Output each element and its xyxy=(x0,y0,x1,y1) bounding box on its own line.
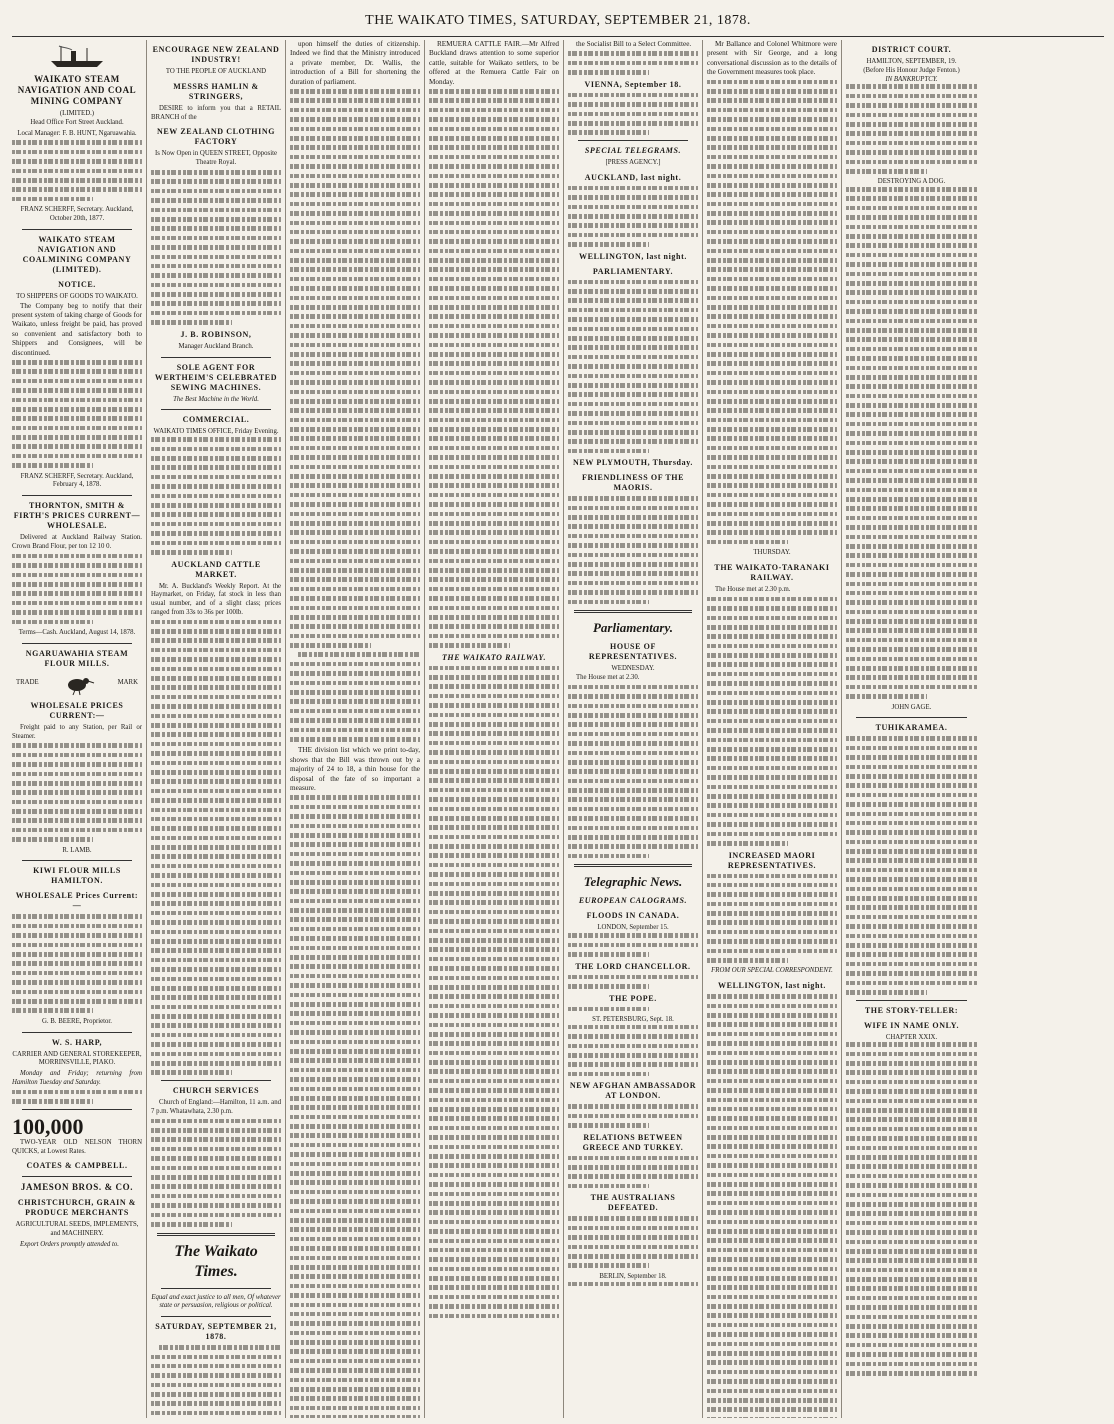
ad-robinson-role: Manager Auckland Branch. xyxy=(178,342,254,350)
ad-steam-nav-sign: FRANZ SCHERFF, Secretary. Auckland, October 20th, 1877. xyxy=(20,206,134,222)
petersburg-dateline: ST. PETERSBURG, Sept. 18. xyxy=(592,1015,674,1023)
tuhikaramea-heading: TUHIKARAMEA. xyxy=(875,723,948,733)
church-heading: CHURCH SERVICES xyxy=(172,1086,260,1096)
commercial-heading: COMMERCIAL. xyxy=(182,415,250,425)
column-7 xyxy=(846,40,981,1418)
trade-label: TRADE xyxy=(16,679,39,687)
ad-coalmining-sub: TO SHIPPERS OF GOODS TO WAIKATO. xyxy=(16,292,138,300)
ad-steam-nav-office: Head Office Fort Street Auckland. xyxy=(30,118,124,126)
ad-flourmills-body: Freight paid to any Station, per Rail or Steamer. xyxy=(12,723,142,740)
ad-flourmills-sub: WHOLESALE PRICES CURRENT:— xyxy=(30,700,124,720)
ad-factory-addr: Is Now Open in QUEEN STREET, Opposite Theatre Royal. xyxy=(154,150,277,167)
maori-rep-heading: INCREASED MAORI REPRESENTATIVES. xyxy=(727,850,817,870)
ad-jameson-body: AGRICULTURAL SEEDS, IMPLEMENTS, and MACHINERY. xyxy=(15,1221,139,1238)
ad-flourmills-sign: R. LAMB. xyxy=(62,846,92,854)
cattle-market-body: Mr. A. Buckland's Weekly Report. At the Haymarket, on Friday, fat stock in less than usual number, and of a slight class; prices ranged from 33s to 36s per 100lb. xyxy=(151,582,281,616)
railway-heading: THE WAIKATO RAILWAY. xyxy=(441,652,547,662)
ad-coalmining-body: The Company beg to notify that their present system of taking charge of Goods for Waikato, unless freight be paid, has proved so convenient and satisfactory both to Shippers and Consignees, will be discontinued. xyxy=(12,301,142,357)
ad-thorn-title: TWO-YEAR OLD NELSON THORN QUICKS, at Lowest Rates. xyxy=(12,1138,142,1155)
vienna-dateline: VIENNA, September 18. xyxy=(584,79,682,89)
new-plymouth-dateline: NEW PLYMOUTH, Thursday. xyxy=(573,458,693,468)
wednesday-label: WEDNESDAY. xyxy=(611,665,655,673)
ad-harp-body: CARRIER AND GENERAL STOREKEEPER, MORRINSVILLE, PIAKO. xyxy=(12,1050,142,1067)
pope-heading: THE POPE. xyxy=(609,993,657,1003)
ad-factory-title: NEW ZEALAND CLOTHING FACTORY xyxy=(156,127,276,147)
ad-encourage-sub: TO THE PEOPLE OF AUCKLAND xyxy=(165,68,267,75)
wellington-dateline: WELLINGTON, last night. xyxy=(579,251,687,261)
dog-case-heading: DESTROYING A DOG. xyxy=(877,178,946,186)
story-title: WIFE IN NAME ONLY. xyxy=(863,1020,960,1030)
commercial-sub: WAIKATO TIMES OFFICE, Friday Evening. xyxy=(153,428,279,436)
ad-kiwi-title: KIWI FLOUR MILLS HAMILTON. xyxy=(33,866,121,886)
friendliness-heading: FRIENDLINESS OF THE MAORIS. xyxy=(581,473,685,493)
ad-thornton-sign: Terms—Cash. Auckland, August 14, 1878. xyxy=(18,628,136,636)
ad-harp-title: W. S. HARP, xyxy=(51,1037,103,1047)
telegraphic-news-title: Telegraphic News. xyxy=(583,874,683,890)
bird-trademark-icon xyxy=(61,672,95,696)
house-met-thursday: The House met at 2.30 p.m. xyxy=(715,585,791,593)
ad-steam-nav-title: WAIKATO STEAM NAVIGATION AND COAL MINING COMPANY xyxy=(17,74,137,106)
ad-jameson-sub: CHRISTCHURCH, GRAIN & PRODUCE MERCHANTS xyxy=(17,1198,137,1218)
editorial-body-start: upon himself the duties of citizenship. Indeed we find that the Ministry introduced a private member, Dr. Wallis, the introduction of a Bill for shortening the duration of parliament. xyxy=(290,40,420,86)
column-5 xyxy=(568,40,703,1418)
mark-label: MARK xyxy=(117,679,138,687)
special-telegrams-heading: SPECIAL TELEGRAMS. xyxy=(584,145,682,155)
house-heading: HOUSE OF REPRESENTATIVES. xyxy=(588,642,678,662)
column-3 xyxy=(290,40,425,1418)
bankruptcy-label: IN BANKRUPTCY. xyxy=(885,75,938,83)
chapter-label: CHAPTER XXIX. xyxy=(885,1033,938,1041)
church-body: Church of England:—Hamilton, 11 a.m. and 7 p.m. Whatawhata, 2.30 p.m. xyxy=(151,1099,281,1115)
european-calograms-heading: EUROPEAN CALOGRAMS. xyxy=(578,896,688,906)
ad-thornton-body: Delivered at Auckland Railway Station. Crown Brand Flour, per ton 12 10 0. xyxy=(12,534,142,551)
relations-heading: RELATIONS BETWEEN GREECE AND TURKEY. xyxy=(582,1132,684,1152)
embassy-heading: NEW AFGHAN AMBASSADOR AT LONDON. xyxy=(569,1081,697,1101)
ad-steam-nav-sub: (LIMITED.) xyxy=(59,110,95,117)
column-6 xyxy=(707,40,842,1418)
auckland-dateline: AUCKLAND, last night. xyxy=(584,172,682,182)
ad-jameson-title: JAMESON BROS. & CO. xyxy=(20,1182,134,1193)
story-teller-heading: THE STORY-TELLER: xyxy=(864,1005,959,1015)
editorial-notes: THE division list which we print to-day, shows that the Bill was thrown out by a majority of 24 to 18, a thin house for the disposal of the fate of so important a measure. xyxy=(290,746,420,792)
parliamentary-sub: PARLIAMENTARY. xyxy=(592,266,674,276)
column-2 xyxy=(151,40,286,1418)
ad-harp-sub: Monday and Friday; returning from Hamilton Tuesday and Saturday. xyxy=(12,1070,142,1086)
ad-thorn-sign: COATES & CAMPBELL. xyxy=(26,1161,128,1171)
ad-jameson-foot: Export Orders promptly attended to. xyxy=(20,1240,119,1248)
ad-coalmining-title: WAIKATO STEAM NAVIGATION AND COALMINING COMPANY (LIMITED). xyxy=(22,234,132,274)
australians-heading: THE AUSTRALIANS DEFEATED. xyxy=(590,1193,676,1213)
column-4 xyxy=(429,40,564,1418)
ad-wertheim-sub: The Best Machine in the World. xyxy=(173,395,259,403)
special-corr-label: FROM OUR SPECIAL CORRESPONDENT. xyxy=(711,967,833,975)
court-before: (Before His Honour Judge Fenton.) xyxy=(863,66,960,74)
column-1 xyxy=(12,40,147,1418)
berlin-dateline: BERLIN, September 18. xyxy=(599,1272,667,1280)
paper-motto: Equal and exact justice to all men, Of whatever state or persuasion, religious or political. xyxy=(151,1293,281,1310)
cattle-market-heading: AUCKLAND CATTLE MARKET. xyxy=(171,559,261,579)
ad-kiwi-sign: G. B. BEERE, Proprietor. xyxy=(41,1017,113,1025)
local-news-start: REMUERA CATTLE FAIR.—Mr Alfred Buckland draws attention to some superior cattle, suitable for Waikato settlers, to be offered at the Remuera Cattle Fair on Monday. xyxy=(429,40,559,86)
ad-encourage-body: DESIRE to inform you that a RETAIL BRANCH of the xyxy=(151,104,281,121)
ad-encourage-title: ENCOURAGE NEW ZEALAND INDUSTRY! xyxy=(152,45,280,64)
waikato-times-nameplate: The Waikato Times. xyxy=(174,1242,258,1280)
ad-kiwi-sub: WHOLESALE Prices Current:— xyxy=(15,891,139,911)
ad-encourage-name: MESSRS HAMLIN & STRINGERS, xyxy=(173,81,259,101)
press-agency-label: [PRESS AGENCY.] xyxy=(605,158,661,166)
district-court-heading: DISTRICT COURT. xyxy=(871,45,952,54)
court-sign: JOHN GAGE. xyxy=(891,703,932,711)
col6-start: Mr Ballance and Colonel Whitmore were present with Sir George, and a long conversational discussion as to the details of the Government measures took place. xyxy=(707,40,837,77)
railway-bill-heading: THE WAIKATO-TARANAKI RAILWAY. xyxy=(714,562,830,582)
paper-date: SATURDAY, SEPTEMBER 21, 1878. xyxy=(155,1322,277,1342)
house-met-text: The House met at 2.30. xyxy=(576,673,640,681)
parliamentary-title: Parliamentary. xyxy=(592,620,674,636)
steamship-icon xyxy=(47,43,107,69)
ad-flourmills-title: NGARUAWAHIA STEAM FLOUR MILLS. xyxy=(25,648,129,668)
masthead: THE WAIKATO TIMES, SATURDAY, SEPTEMBER 21, 1878. xyxy=(12,6,1104,37)
ad-robinson-sign: J. B. ROBINSON, xyxy=(180,329,252,339)
ad-coalmining-notice: NOTICE. xyxy=(58,279,96,289)
chancellor-heading: THE LORD CHANCELLOR. xyxy=(575,961,691,971)
ad-steam-nav-agent: Local Manager: F. B. HUNT, Ngaruawahia. xyxy=(17,129,137,137)
ad-thornton-title: THORNTON, SMITH & FIRTH'S PRICES CURRENT—WHOLESALE. xyxy=(13,501,141,531)
col5-start: the Socialist Bill to a Select Committee. xyxy=(576,40,692,48)
ad-coalmining-sign: FRANZ SCHERFF, Secretary. Auckland, February 4, 1878. xyxy=(20,472,134,489)
ad-thorn-number: 100,000 xyxy=(12,1113,84,1139)
london-dateline: LONDON, September 15. xyxy=(597,924,669,932)
court-date: HAMILTON, SEPTEMBER, 19. xyxy=(866,58,957,65)
wellington-dateline-2: WELLINGTON, last night. xyxy=(718,981,826,991)
ad-wertheim-title: SOLE AGENT FOR WERTHEIM'S CELEBRATED SEWING MACHINES. xyxy=(154,362,278,392)
thursday-label: THURSDAY. xyxy=(753,549,791,557)
floods-heading: FLOODS IN CANADA. xyxy=(586,911,680,921)
